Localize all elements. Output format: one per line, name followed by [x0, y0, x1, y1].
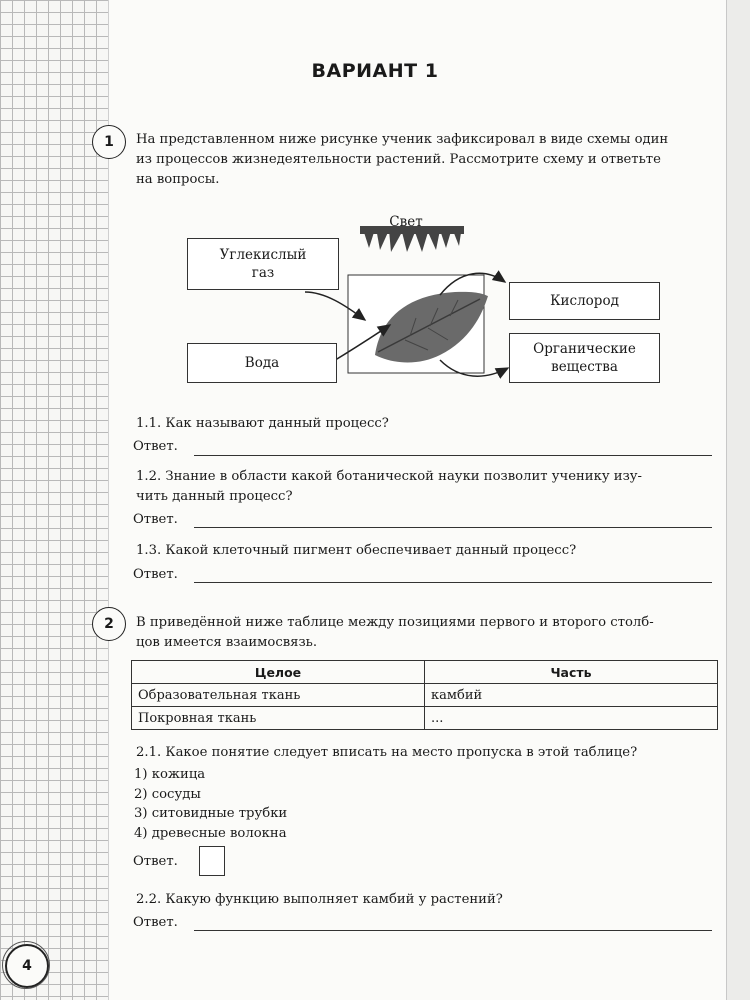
answer-label: Ответ. — [133, 567, 178, 582]
table-cell: Покровная ткань — [132, 707, 425, 730]
variant-title: ВАРИАНТ 1 — [311, 60, 439, 82]
light-text: Свет — [389, 214, 423, 230]
answer-line-1-1[interactable] — [194, 455, 712, 456]
answer-options — [134, 765, 287, 843]
page-edge — [726, 0, 750, 1000]
question-2-line: В приведённой ниже таблице между позициями первого и второго столб- — [136, 615, 654, 630]
question-2-2: 2.2. Какую функцию выполняет камбий у растений? — [136, 892, 503, 907]
page-number: 4 — [5, 944, 49, 988]
option-item: 2) сосуды — [134, 786, 201, 802]
question-1-2-line: 1.2. Знание в области какой ботанической науки позволит ученику изу- — [136, 469, 642, 484]
diagram-oxygen-box — [509, 282, 660, 320]
answer-label: Ответ. — [133, 439, 178, 454]
question-1-number: 1 — [92, 125, 126, 159]
option-item: 1) кожица — [134, 767, 206, 782]
question-1-text — [136, 130, 668, 190]
question-1-3: 1.3. Какой клеточный пигмент обеспечивает данный процесс? — [136, 543, 577, 558]
question-1-line: На представленном ниже рисунке ученик зафиксировал в виде схемы один — [136, 132, 669, 147]
organic-line2: вещества — [551, 359, 618, 375]
question-2-1: 2.1. Какое понятие следует вписать на место пропуска в этой таблице? — [136, 745, 638, 760]
diagram-co2-box — [187, 238, 339, 290]
question-2-line: цов имеется взаимосвязь. — [136, 635, 318, 650]
table-header-row — [132, 661, 718, 684]
relation-table — [131, 660, 718, 730]
table-cell: ... — [425, 707, 718, 730]
table-header: Целое — [132, 661, 425, 684]
answer-label: Ответ. — [133, 915, 178, 930]
organic-line1: Органические — [533, 341, 636, 357]
answer-line-1-3[interactable] — [194, 582, 712, 583]
question-1-2 — [136, 467, 642, 507]
answer-label: Ответ. — [133, 854, 178, 869]
table-header: Часть — [425, 661, 718, 684]
graph-paper-margin — [0, 0, 108, 1000]
water-text: Вода — [244, 355, 280, 371]
question-2-text — [136, 613, 654, 653]
answer-line-2-2[interactable] — [194, 930, 712, 931]
answer-label: Ответ. — [133, 512, 178, 527]
question-1-line: на вопросы. — [136, 172, 220, 187]
option-item: 3) ситовидные трубки — [134, 806, 288, 821]
co2-line1: Углекислый — [219, 247, 307, 263]
diagram-organic-box — [509, 333, 660, 383]
diagram-water-box — [187, 343, 337, 383]
oxygen-text: Кислород — [550, 293, 619, 309]
table-cell: Образовательная ткань — [132, 684, 425, 707]
answer-box-2-1[interactable] — [199, 846, 225, 876]
question-1-2-line: чить данный процесс? — [136, 489, 293, 504]
table-cell: камбий — [425, 684, 718, 707]
answer-line-1-2[interactable] — [194, 527, 712, 528]
question-1-1: 1.1. Как называют данный процесс? — [136, 416, 389, 431]
table-row — [132, 684, 718, 707]
option-item: 4) древесные волокна — [134, 825, 287, 841]
co2-line2: газ — [251, 265, 275, 281]
question-2-number: 2 — [92, 607, 126, 641]
question-1-line: из процессов жизнедеятельности растений. Рассмотрите схему и ответьте — [136, 152, 661, 167]
diagram-light-label — [354, 210, 458, 234]
table-row — [132, 707, 718, 730]
